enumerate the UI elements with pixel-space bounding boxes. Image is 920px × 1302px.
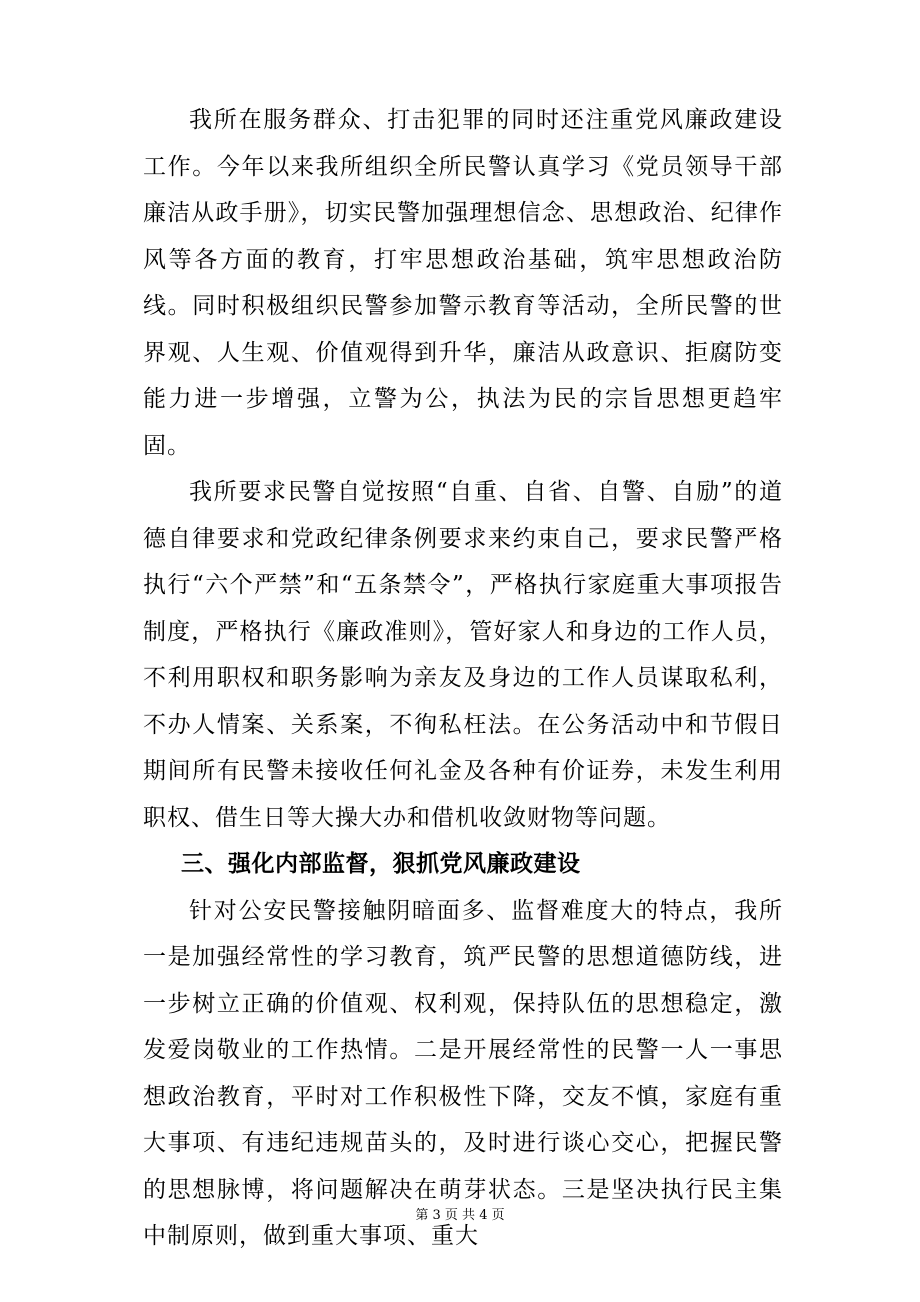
- body-paragraph: 我所在服务群众、打击犯罪的同时还注重党风廉政建设工作。今年以来我所组织全所民警认真学习《党员领导干部廉洁从政手册》，切实民警加强理想信念、思想政治、纪律作风等各方面的教育，打牢思想政治基础，筑牢思想政治防线。同时积极组织民警参加警示教育等活动，全所民警的世界观、人生观、价值观得到升华，廉洁从政意识、拒腐防变能力进一步增强，立警为公，执法为民的宗旨思想更趋牢固。: [143, 107, 783, 459]
- body-paragraph: 我所要求民警自觉按照“自重、自省、自警、自励”的道德自律要求和党政纪律条例要求来约束自己，要求民警严格执行“六个严禁”和“五条禁令”，严格执行家庭重大事项报告制度，严格执行《廉政准则》，管好家人和身边的工作人员，不利用职权和职务影响为亲友及身边的工作人员谋取私利，不办人情案、关系案，不徇私枉法。在公务活动中和节假日期间所有民警未接收任何礼金及各种有价证券，未发生利用职权、借生日等大操大办和借机收敛财物等问题。: [143, 479, 783, 831]
- page-footer: 第 3 页 共 4 页: [415, 1208, 505, 1223]
- section-paragraph: 针对公安民警接触阴暗面多、监督难度大的特点，我所一是加强经常性的学习教育，筑严民警的思想道德防线，进一步树立正确的价值观、权利观，保持队伍的思想稳定，激发爱岗敬业的工作热情。二是开展经常性的民警一人一事思想政治教育，平时对工作积极性下降，交友不慎，家庭有重大事项、有违纪违规苗头的，及时进行谈心交心，把握民警的思想脉博，将问题解决在萌芽状态。三是坚决执行民主集中制原则，做到重大事项、重大: [143, 897, 783, 1249]
- section-heading: 三、强化内部监督，狠抓党风廉政建设: [181, 851, 581, 877]
- document-body: [143, 97, 783, 1260]
